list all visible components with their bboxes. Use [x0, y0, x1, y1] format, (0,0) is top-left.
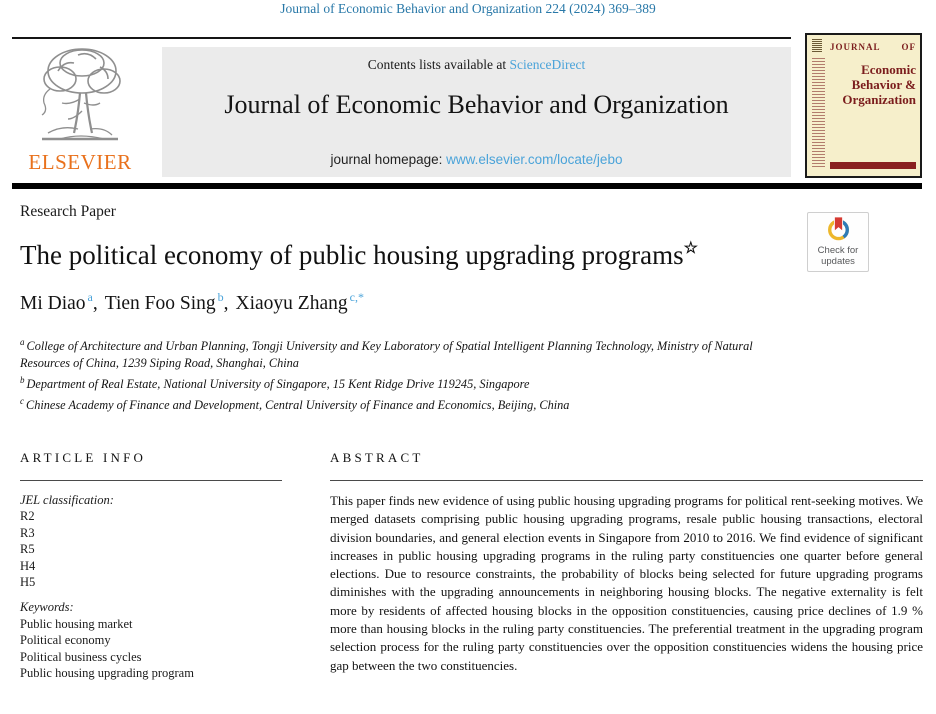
abstract-rule [330, 480, 923, 481]
jel-code: H5 [20, 575, 36, 590]
keyword: Public housing market [20, 616, 133, 631]
cover-title-line: Economic [861, 62, 916, 77]
affiliation-sup: c [20, 395, 24, 406]
author-list [20, 290, 364, 315]
sciencedirect-link[interactable]: ScienceDirect [509, 57, 586, 72]
homepage-line [162, 152, 791, 167]
header-bottom-rule [12, 183, 922, 189]
article-info-column [20, 450, 282, 681]
elsevier-tree-icon [13, 41, 147, 149]
author-affil-sup[interactable]: a [87, 290, 93, 304]
affiliation-text: Department of Real Estate, National University of Singapore, 15 Kent Ridge Drive 119245, Singapore [26, 376, 530, 391]
homepage-link[interactable]: www.elsevier.com/locate/jebo [446, 152, 623, 167]
author-separator: , [223, 292, 229, 314]
jel-label: JEL classification: [20, 493, 114, 507]
affiliation [20, 393, 792, 414]
affiliation-sup: b [20, 374, 25, 385]
article-title-text: The political economy of public housing upgrading programs [20, 240, 684, 270]
abstract-text: This paper finds new evidence of using public housing upgrading programs for political rent-seeking motives. We merged datasets comprising public housing upgrading programs, resale public housing transactions, electoral division boundaries, and general election events in Singapore from 2010 to 2016. We find evidence of significant increases in public housing upgrading programs in the ruling party constituencies one quarter before general elections. Due to resource constraints, the probability of blocks being selected for future upgrading programs diminishes with the upgrading announcements in neighboring housing blocks. The negative externality is felt more by residents of affected housing blocks in the opposition constituencies, causing price declines of 1.9 % more than housing blocks in the ruling party constituencies. The preferential treatment in the upgrading program selection process for the ruling party constituencies over the opposition constituencies widens the housing price gap between the two constituencies. [330, 493, 923, 673]
author-name: Tien Foo Sing [104, 292, 216, 314]
journal-cover-thumbnail[interactable] [805, 33, 922, 178]
affiliation [20, 334, 792, 372]
author [20, 290, 105, 314]
cover-title-top: JOURNAL OF [830, 42, 916, 52]
title-footnote-star[interactable]: ☆ [683, 240, 698, 257]
article-info-heading: ARTICLE INFO [20, 450, 147, 465]
cover-bottom-band [830, 162, 916, 169]
author-affil-sup[interactable]: b [217, 290, 224, 304]
badge-label-line2: updates [821, 255, 855, 267]
check-for-updates-badge[interactable] [807, 212, 869, 272]
elsevier-wordmark: ELSEVIER [28, 150, 132, 174]
header-top-rule [12, 37, 791, 39]
affiliation-text: Chinese Academy of Finance and Development, Central University of Finance and Economics, Beijing, China [26, 397, 570, 412]
keywords-label: Keywords: [20, 600, 74, 615]
keyword: Public housing upgrading program [20, 666, 194, 681]
cover-editorial-strip [812, 58, 825, 168]
jel-code: R5 [20, 542, 35, 557]
cover-mini-logo-icon [812, 39, 822, 52]
author [235, 290, 364, 314]
affiliation-text: College of Architecture and Urban Planning, Tongji University and Key Laboratory of Spatial Intelligent Planning Technology, Ministry of Natural Resources of China, 1239 Siping Road, Shanghai, China [20, 339, 753, 370]
page-title [20, 238, 790, 271]
affiliation-sup: a [20, 337, 25, 347]
citation-link[interactable]: Journal of Economic Behavior and Organization 224 (2024) 369–389 [280, 1, 656, 16]
journal-title: Journal of Economic Behavior and Organization [224, 90, 729, 119]
cover-title-line: Behavior & [851, 77, 916, 92]
contents-line [162, 57, 791, 73]
author [104, 290, 236, 314]
info-abstract-section [20, 450, 923, 681]
keyword: Political business cycles [20, 649, 142, 664]
elsevier-logo [13, 41, 147, 178]
jel-code: R2 [20, 509, 35, 524]
abstract-column [330, 450, 923, 681]
author-separator: , [92, 292, 98, 314]
contents-prefix: Contents lists available at [367, 57, 510, 72]
affiliation-list [20, 334, 792, 413]
journal-header-banner [162, 47, 791, 177]
jel-code: R3 [20, 525, 35, 540]
author-affil-sup[interactable]: c,* [349, 290, 364, 304]
homepage-prefix: journal homepage: [330, 152, 447, 167]
article-info-rule [20, 480, 282, 481]
author-name: Xiaoyu Zhang [235, 292, 348, 314]
cover-title-line: Organization [842, 92, 916, 107]
abstract-heading: ABSTRACT [330, 450, 424, 465]
jel-code: H4 [20, 558, 36, 573]
author-name: Mi Diao [20, 292, 86, 314]
cover-title [830, 42, 916, 107]
article-type-label: Research Paper [20, 203, 116, 220]
crossmark-icon [825, 217, 852, 244]
keyword: Political economy [20, 633, 111, 648]
affiliation [20, 372, 792, 393]
badge-label-line1: Check for [817, 245, 859, 256]
